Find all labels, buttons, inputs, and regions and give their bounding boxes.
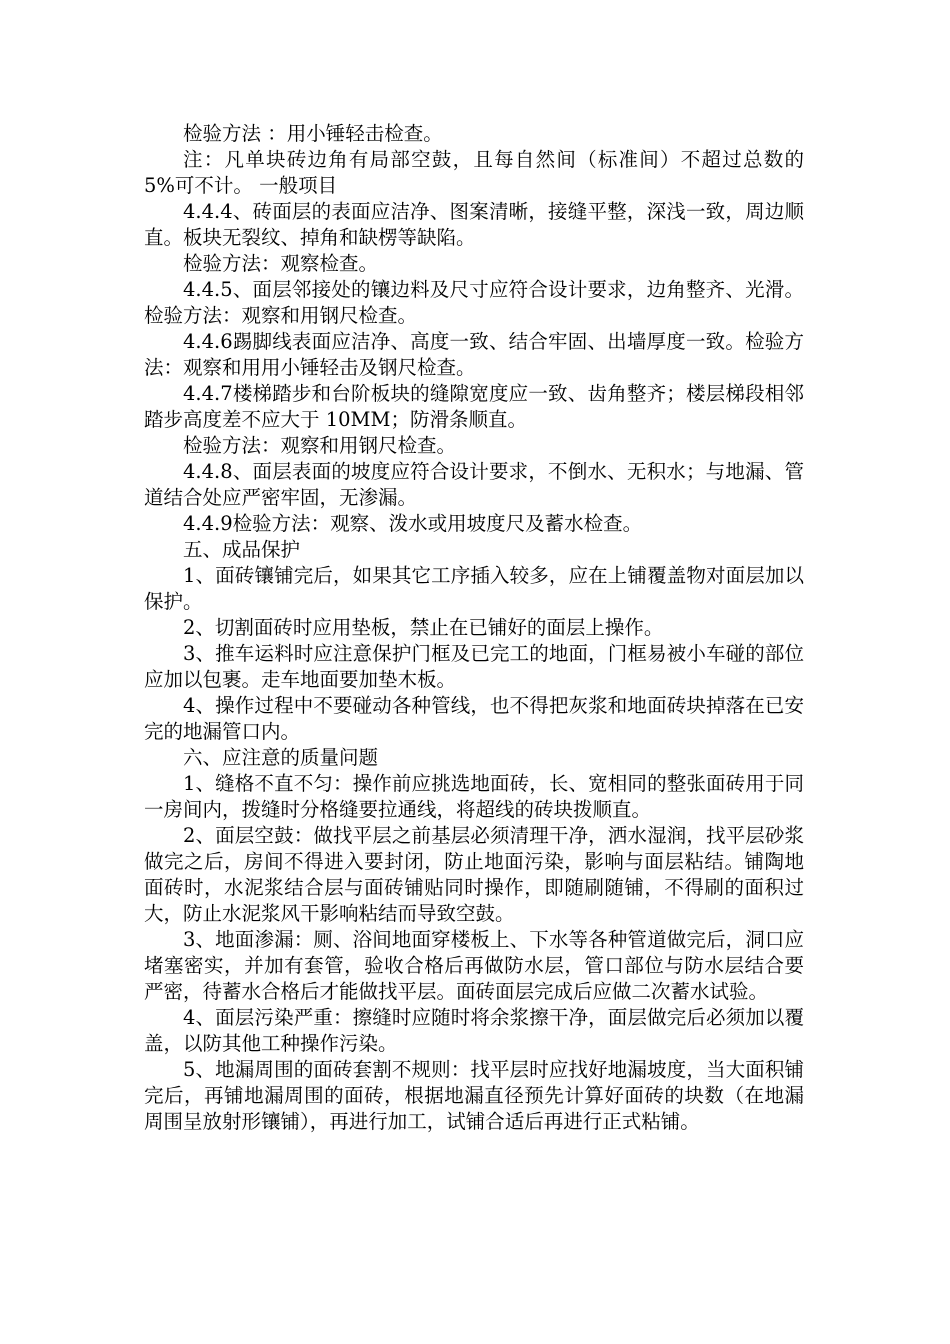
paragraph-quality-1: 1、缝格不直不匀：操作前应挑选地面砖，长、宽相同的整张面砖用于同一房间内，拨缝时分格缝要拉通线，将超线的砖块拨顺直。	[144, 772, 804, 821]
paragraph-inspection-ruler: 检验方法：观察和用钢尺检查。	[183, 434, 457, 457]
paragraph-inspection-observe: 检验方法：观察检查。	[183, 252, 379, 275]
paragraph-protect-4: 4、操作过程中不要碰动各种管线，也不得把灰浆和地面砖块掉落在已安完的地漏管口内。	[144, 694, 804, 743]
paragraph-protect-2: 2、切割面砖时应用垫板，禁止在已铺好的面层上操作。	[183, 616, 664, 639]
paragraph-note: 注：凡单块砖边角有局部空鼓，且每自然间（标准间）不超过总数的 5%可不计。 一般项目	[144, 148, 804, 197]
paragraph-protect-3: 3、推车运料时应注意保护门框及已完工的地面，门框易被小车碰的部位应加以包裹。走车地面要加垫木板。	[144, 642, 804, 691]
section-heading-5: 五、成品保护	[183, 538, 301, 561]
paragraph-inspection-method: 检验方法 ：用小锤轻击检查。	[183, 122, 443, 145]
paragraph-4-4-9: 4.4.9检验方法：观察、泼水或用坡度尺及蓄水检查。	[183, 512, 643, 535]
document-page	[144, 121, 804, 1135]
paragraph-4-4-7: 4.4.7楼梯踏步和台阶板块的缝隙宽度应一致、齿角整齐；楼层梯段相邻踏步高度差不应大于 10MM；防滑条顺直。	[144, 382, 804, 431]
paragraph-4-4-6: 4.4.6踢脚线表面应洁净、高度一致、结合牢固、出墙厚度一致。检验方法：观察和用用小锤轻击及钢尺检查。	[144, 330, 804, 379]
paragraph-quality-2: 2、面层空鼓：做找平层之前基层必须清理干净，洒水湿润，找平层砂浆做完之后，房间不得进入要封闭，防止地面污染，影响与面层粘结。铺陶地面砖时，水泥浆结合层与面砖铺贴同时操作，即随刷随铺，不得刷的面积过大，防止水泥浆风干影响粘结而导致空鼓。	[144, 824, 804, 925]
paragraph-quality-3: 3、地面渗漏：厕、浴间地面穿楼板上、下水等各种管道做完后，洞口应堵塞密实，并加有套管，验收合格后再做防水层，管口部位与防水层结合要严密，待蓄水合格后才能做找平层。面砖面层完成后应做二次蓄水试验。	[144, 928, 804, 1003]
paragraph-4-4-5: 4.4.5、面层邻接处的镶边料及尺寸应符合设计要求，边角整齐、光滑。 检验方法：观察和用钢尺检查。	[144, 278, 804, 327]
paragraph-4-4-8: 4.4.8、面层表面的坡度应符合设计要求，不倒水、无积水；与地漏、管道结合处应严密牢固，无渗漏。	[144, 460, 804, 509]
paragraph-quality-4: 4、面层污染严重：擦缝时应随时将余浆擦干净，面层做完后必须加以覆盖，以防其他工种操作污染。	[144, 1006, 804, 1055]
paragraph-protect-1: 1、面砖镶铺完后，如果其它工序插入较多，应在上铺覆盖物对面层加以保护。	[144, 564, 804, 613]
section-heading-6: 六、应注意的质量问题	[183, 746, 379, 769]
paragraph-quality-5: 5、地漏周围的面砖套割不规则：找平层时应找好地漏坡度，当大面积铺完后，再铺地漏周围的面砖，根据地漏直径预先计算好面砖的块数（在地漏周围呈放射形镶铺），再进行加工，试铺合适后再进行正式粘铺。	[144, 1058, 804, 1133]
paragraph-4-4-4: 4.4.4、砖面层的表面应洁净、图案清晰，接缝平整，深浅一致，周边顺直。板块无裂纹、掉角和缺楞等缺陷。	[144, 200, 804, 249]
